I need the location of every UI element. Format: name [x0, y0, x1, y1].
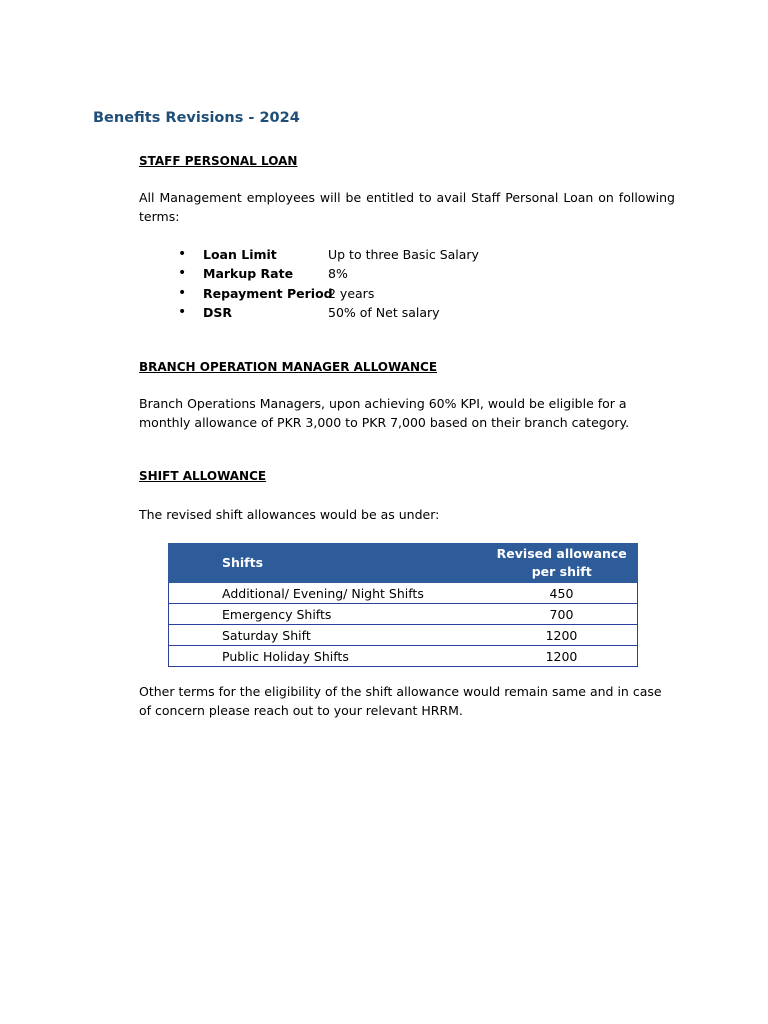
shift-allowance-intro: The revised shift allowances would be as under: [139, 507, 440, 522]
bullet-icon: • [178, 246, 187, 262]
bom-allowance-text: Branch Operations Managers, upon achieving 60% KPI, would be eligible for a monthly allowance of PKR 3,000 to PKR 7,000 based on their branch category. [139, 396, 630, 430]
term-label: Loan Limit [203, 247, 277, 262]
bullet-icon: • [178, 303, 187, 320]
staff-loan-intro: All Management employees will be entitled to avail Staff Personal Loan on following terms: [139, 190, 675, 224]
document-title: Benefits Revisions - 2024 [93, 110, 300, 126]
term-label: DSR [203, 304, 233, 320]
shift-name-cell: Saturday Shift [169, 625, 486, 646]
term-value: Up to three Basic Salary [328, 247, 479, 262]
bullet-icon: • [178, 284, 187, 301]
shift-allowance-table [168, 543, 638, 667]
term-label: Markup Rate [203, 266, 294, 282]
term-value: 2 years [328, 285, 375, 301]
term-value: 8% [328, 266, 348, 282]
term-value: 50% of Net salary [328, 304, 440, 320]
table-row [169, 604, 638, 625]
allowance-amount-cell: 1200 [486, 625, 638, 646]
term-label: Repayment Period [203, 285, 333, 301]
staff-loan-heading: STAFF PERSONAL LOAN [139, 154, 298, 168]
column-header-shifts: Shifts [169, 544, 486, 583]
shift-name-cell: Emergency Shifts [169, 604, 486, 625]
shift-allowance-footer: Other terms for the eligibility of the shift allowance would remain same and in case of concern please reach out to your relevant HRRM. [139, 684, 662, 718]
allowance-amount-cell: 1200 [486, 646, 638, 667]
allowance-amount-cell: 700 [486, 604, 638, 625]
shift-name-cell: Additional/ Evening/ Night Shifts [169, 583, 486, 604]
shift-name-cell: Public Holiday Shifts [169, 646, 486, 667]
table-row [169, 625, 638, 646]
allowance-amount-cell: 450 [486, 583, 638, 604]
bom-allowance-heading: BRANCH OPERATION MANAGER ALLOWANCE [139, 360, 438, 374]
shift-allowance-heading: SHIFT ALLOWANCE [139, 469, 267, 483]
table-header-row [169, 544, 638, 583]
column-header-allowance: Revised allowance per shift [486, 544, 638, 583]
table-row [169, 583, 638, 604]
table-row [169, 646, 638, 667]
bullet-icon: • [178, 265, 187, 282]
